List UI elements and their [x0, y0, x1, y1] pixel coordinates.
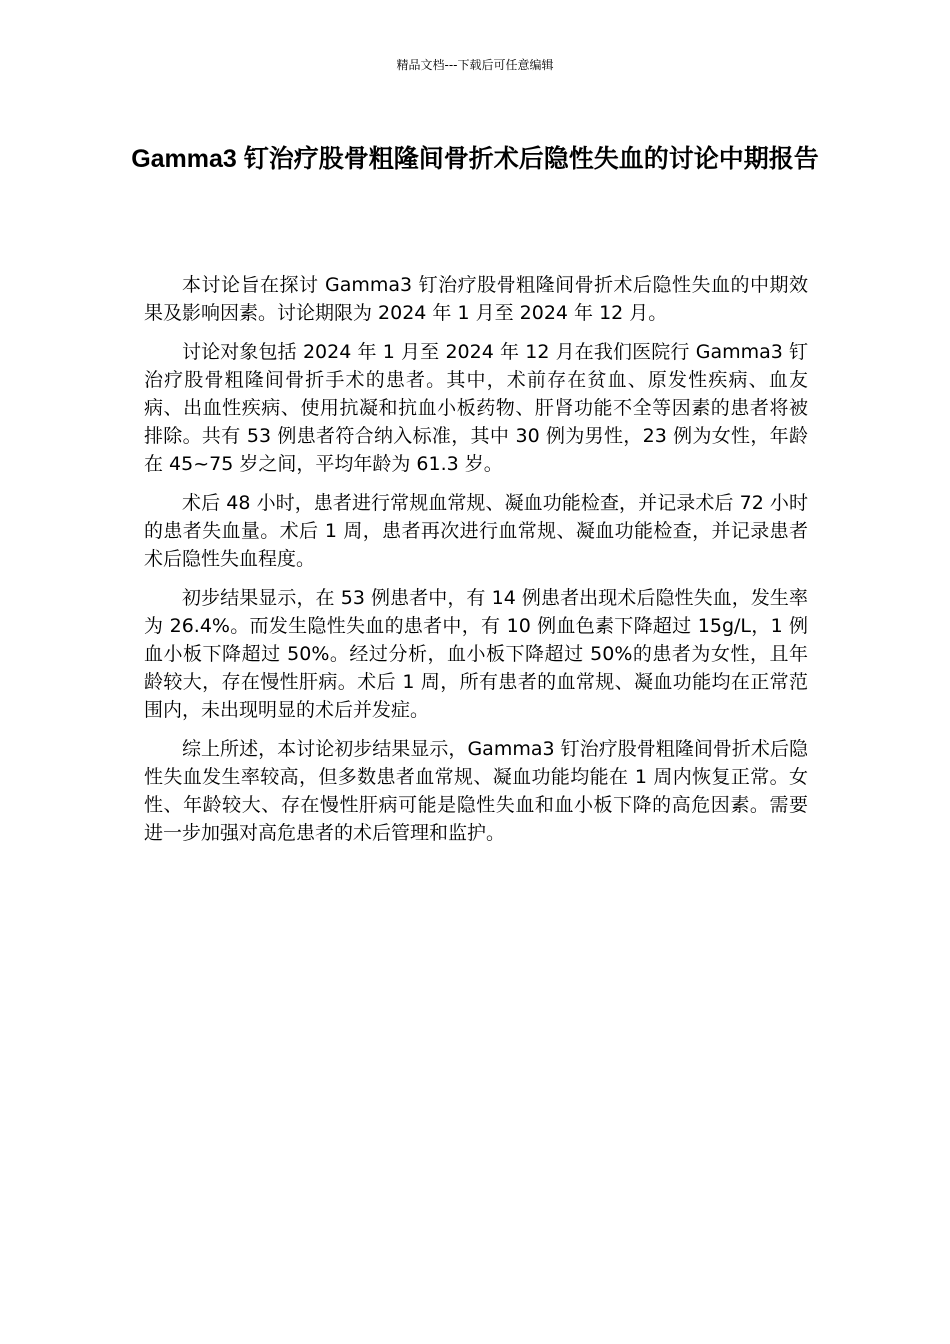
- paragraph-results: 初步结果显示，在 53 例患者中，有 14 例患者出现术后隐性失血，发生率为 26.4%。而发生隐性失血的患者中，有 10 例血色素下降超过 15g/L，1 例血小板下降超过 50%。经过分析，血小板下降超过 50%的患者为女性，且年龄较大，存在慢性肝病。术后 1 周，所有患者的血常规、凝血功能均在正常范围内，未出现明显的术后并发症。: [144, 587, 808, 721]
- page-header: 精品文档---下载后可任意编辑: [396, 58, 554, 72]
- paragraph-subjects: 讨论对象包括 2024 年 1 月至 2024 年 12 月在我们医院行 Gamma3 钉治疗股骨粗隆间骨折手术的患者。其中，术前存在贫血、原发性疾病、血友病、出血性疾病、使用抗凝和抗血小板药物、肝肾功能不全等因素的患者将被排除。共有 53 例患者符合纳入标准，其中 30 例为男性，23 例为女性，年龄在 45~75 岁之间，平均年龄为 61.3 岁。: [144, 341, 808, 475]
- paragraph-conclusion: 综上所述，本讨论初步结果显示，Gamma3 钉治疗股骨粗隆间骨折术后隐性失血发生率较高，但多数患者血常规、凝血功能均能在 1 周内恢复正常。女性、年龄较大、存在慢性肝病可能是隐性失血和血小板下降的高危因素。需要进一步加强对高危患者的术后管理和监护。: [144, 738, 808, 844]
- document-title: Gamma3 钉治疗股骨粗隆间骨折术后隐性失血的讨论中期报告: [131, 145, 819, 173]
- paragraph-purpose: 本讨论旨在探讨 Gamma3 钉治疗股骨粗隆间骨折术后隐性失血的中期效果及影响因素。讨论期限为 2024 年 1 月至 2024 年 12 月。: [144, 274, 808, 324]
- document-body: [144, 271, 808, 858]
- paragraph-methods: 术后 48 小时，患者进行常规血常规、凝血功能检查，并记录术后 72 小时的患者失血量。术后 1 周，患者再次进行血常规、凝血功能检查，并记录患者术后隐性失血程度。: [144, 492, 808, 570]
